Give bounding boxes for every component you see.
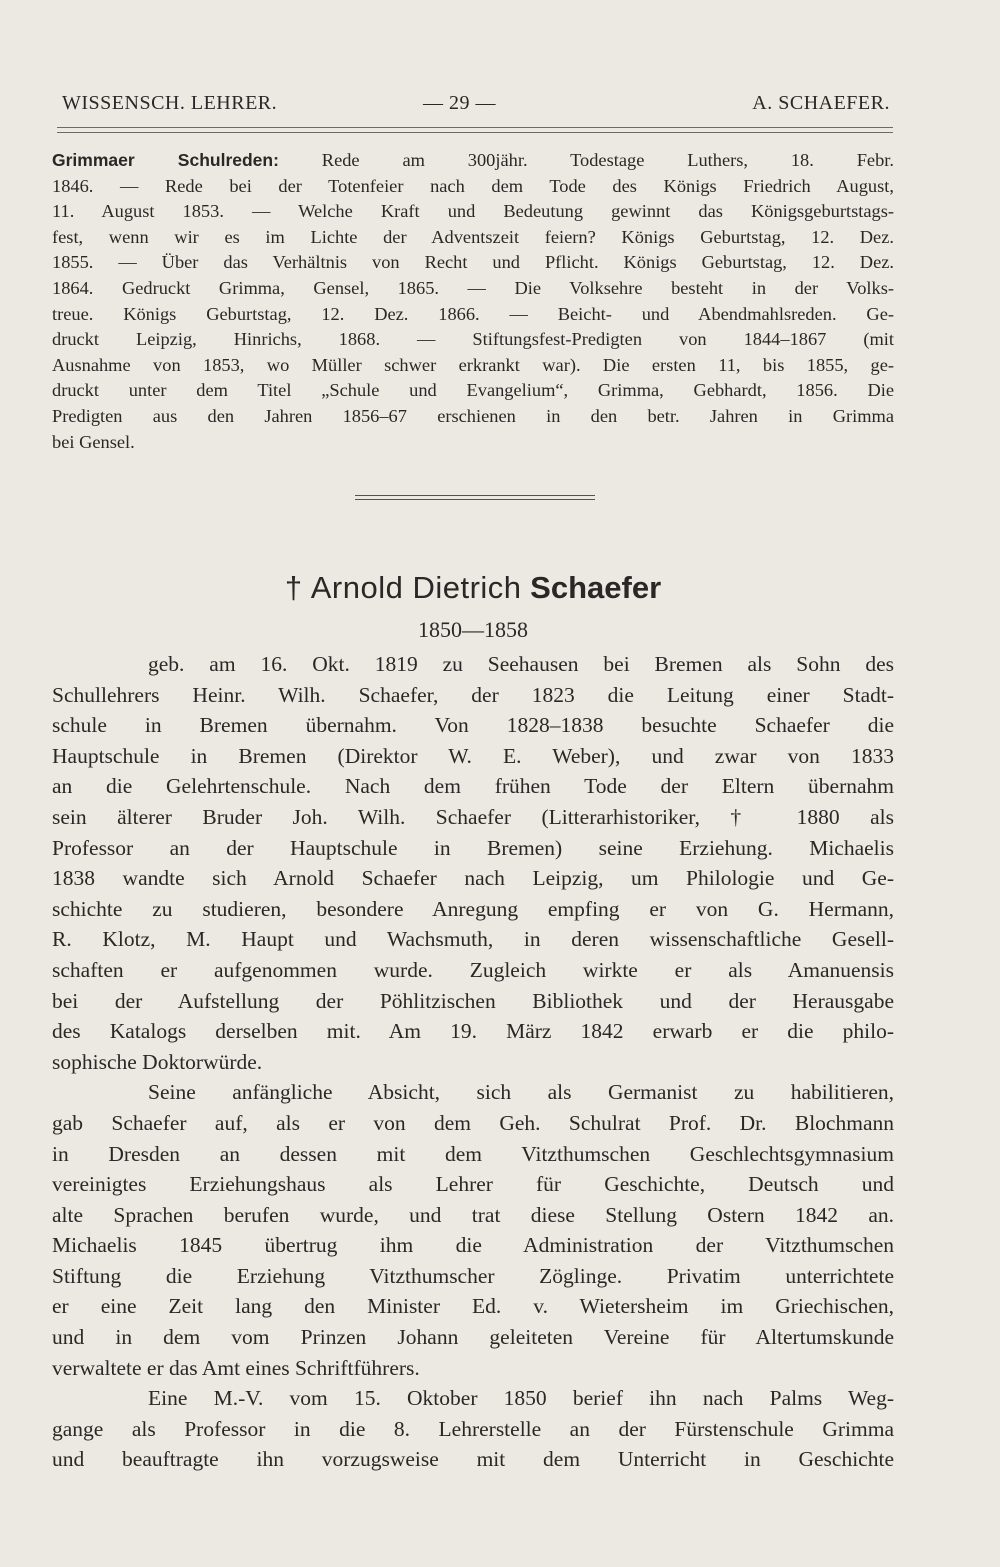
text-line: 1864. Gedruckt Grimma, Gensel, 1865. — Die Volksehre besteht in der Volks-	[52, 277, 894, 298]
text-line: und beauftragte ihn vorzugsweise mit dem Unterricht in Geschichte	[52, 1447, 894, 1472]
text-line: Grimmaer Schulreden: Rede am 300jähr. Todestage Luthers, 18. Febr.	[52, 150, 894, 170]
text-line: bei Gensel.	[52, 431, 135, 452]
biography-title	[0, 570, 946, 606]
header-author: A. SCHAEFER.	[752, 92, 890, 114]
page-number: — 29 —	[423, 92, 496, 114]
text-line: sophische Doktorwürde.	[52, 1049, 263, 1074]
text-line: Stiftung die Erziehung Vitzthumscher Zöglinge. Privatim unterrichtete	[52, 1263, 894, 1288]
text-line: Predigten aus den Jahren 1856–67 erschienen in den betr. Jahren in Grimma	[52, 405, 894, 426]
schulreden-lead: Grimmaer Schulreden:	[52, 150, 279, 170]
text-line: druckt Leipzig, Hinrichs, 1868. — Stiftungsfest-Predigten von 1844–1867 (mit	[52, 329, 894, 350]
text-line: sein älterer Bruder Joh. Wilh. Schaefer (Litterarhistoriker, † 1880 als	[52, 804, 894, 829]
text-line: Professor an der Hauptschule in Bremen) seine Erziehung. Michaelis	[52, 835, 894, 860]
text-line: in Dresden an dessen mit dem Vitzthumschen Geschlechtsgymnasium	[52, 1141, 894, 1166]
text-line: schaften er aufgenommen wurde. Zugleich wirkte er als Amanuensis	[52, 957, 894, 982]
text-line: Michaelis 1845 übertrug ihm die Administration der Vitzthumschen	[52, 1233, 894, 1258]
text-line: R. Klotz, M. Haupt und Wachsmuth, in deren wissenschaftliche Gesell-	[52, 927, 894, 952]
text-line: fest, wenn wir es im Lichte der Adventszeit feiern? Königs Geburtstag, 12. Dez.	[52, 226, 894, 247]
text-line: alte Sprachen berufen wurde, und trat diese Stellung Ostern 1842 an.	[52, 1202, 894, 1227]
text-line: geb. am 16. Okt. 1819 zu Seehausen bei Bremen als Sohn des	[148, 652, 894, 676]
cross-symbol: †	[284, 570, 303, 605]
section-separator	[355, 495, 595, 500]
text-line: 11. August 1853. — Welche Kraft und Bedeutung gewinnt das Königsgeburtstags-	[52, 201, 894, 222]
text-line: vereinigtes Erziehungshaus als Lehrer für Geschichte, Deutsch und	[52, 1172, 894, 1197]
text-line: verwaltete er das Amt eines Schriftführers.	[52, 1355, 420, 1380]
text-line: Eine M.-V. vom 15. Oktober 1850 berief ihn nach Palms Weg-	[148, 1386, 894, 1411]
biography-text	[52, 649, 894, 1475]
text-line: und in dem vom Prinzen Johann geleiteten Vereine für Altertumskunde	[52, 1325, 894, 1350]
text-line: Seine anfängliche Absicht, sich als Germanist zu habilitieren,	[148, 1080, 894, 1105]
text-line: 1855. — Über das Verhältnis von Recht und Pflicht. Königs Geburtstag, 12. Dez.	[52, 252, 894, 273]
text-line: Hauptschule in Bremen (Direktor W. E. Weber), und zwar von 1833	[52, 743, 894, 768]
header-section: WISSENSCH. LEHRER.	[62, 92, 278, 114]
text-line: an die Gelehrtenschule. Nach dem frühen Tode der Eltern übernahm	[52, 774, 894, 799]
text-line: gab Schaefer auf, als er von dem Geh. Schulrat Prof. Dr. Blochmann	[52, 1110, 894, 1135]
text-line: Ausnahme von 1853, wo Müller schwer erkrankt war). Die ersten 11, bis 1855, ge-	[52, 354, 894, 375]
text-line: treue. Königs Geburtstag, 12. Dez. 1866. — Beicht- und Abendmahlsreden. Ge-	[52, 303, 894, 324]
header-rule	[57, 127, 893, 133]
tenure-dates: 1850—1858	[418, 617, 528, 642]
text-line: bei der Aufstellung der Pöhlitzischen Bibliothek und der Herausgabe	[52, 988, 894, 1013]
text-line: druckt unter dem Titel „Schule und Evangelium“, Grimma, Gebhardt, 1856. Die	[52, 380, 894, 401]
text-line: des Katalogs derselben mit. Am 19. März 1842 erwarb er die philo-	[52, 1019, 894, 1044]
text-line: er eine Zeit lang den Minister Ed. v. Wietersheim im Griechischen,	[52, 1294, 894, 1319]
running-header	[58, 92, 890, 122]
text-line: Schullehrers Heinr. Wilh. Schaefer, der 1823 die Leitung einer Stadt-	[52, 682, 894, 707]
text-line: schule in Bremen übernahm. Von 1828–1838 besuchte Schaefer die	[52, 713, 894, 738]
schulreden-paragraph	[52, 148, 894, 455]
text-line: 1846. — Rede bei der Totenfeier nach dem Tode des Königs Friedrich August,	[52, 175, 894, 196]
text-line: 1838 wandte sich Arnold Schaefer nach Leipzig, um Philologie und Ge-	[52, 866, 894, 891]
text-line: gange als Professor in die 8. Lehrerstelle an der Fürstenschule Grimma	[52, 1416, 894, 1441]
surname: Schaefer	[530, 570, 662, 605]
first-names: Arnold Dietrich	[310, 570, 522, 605]
text-line: schichte zu studieren, besondere Anregung empfing er von G. Hermann,	[52, 896, 894, 921]
